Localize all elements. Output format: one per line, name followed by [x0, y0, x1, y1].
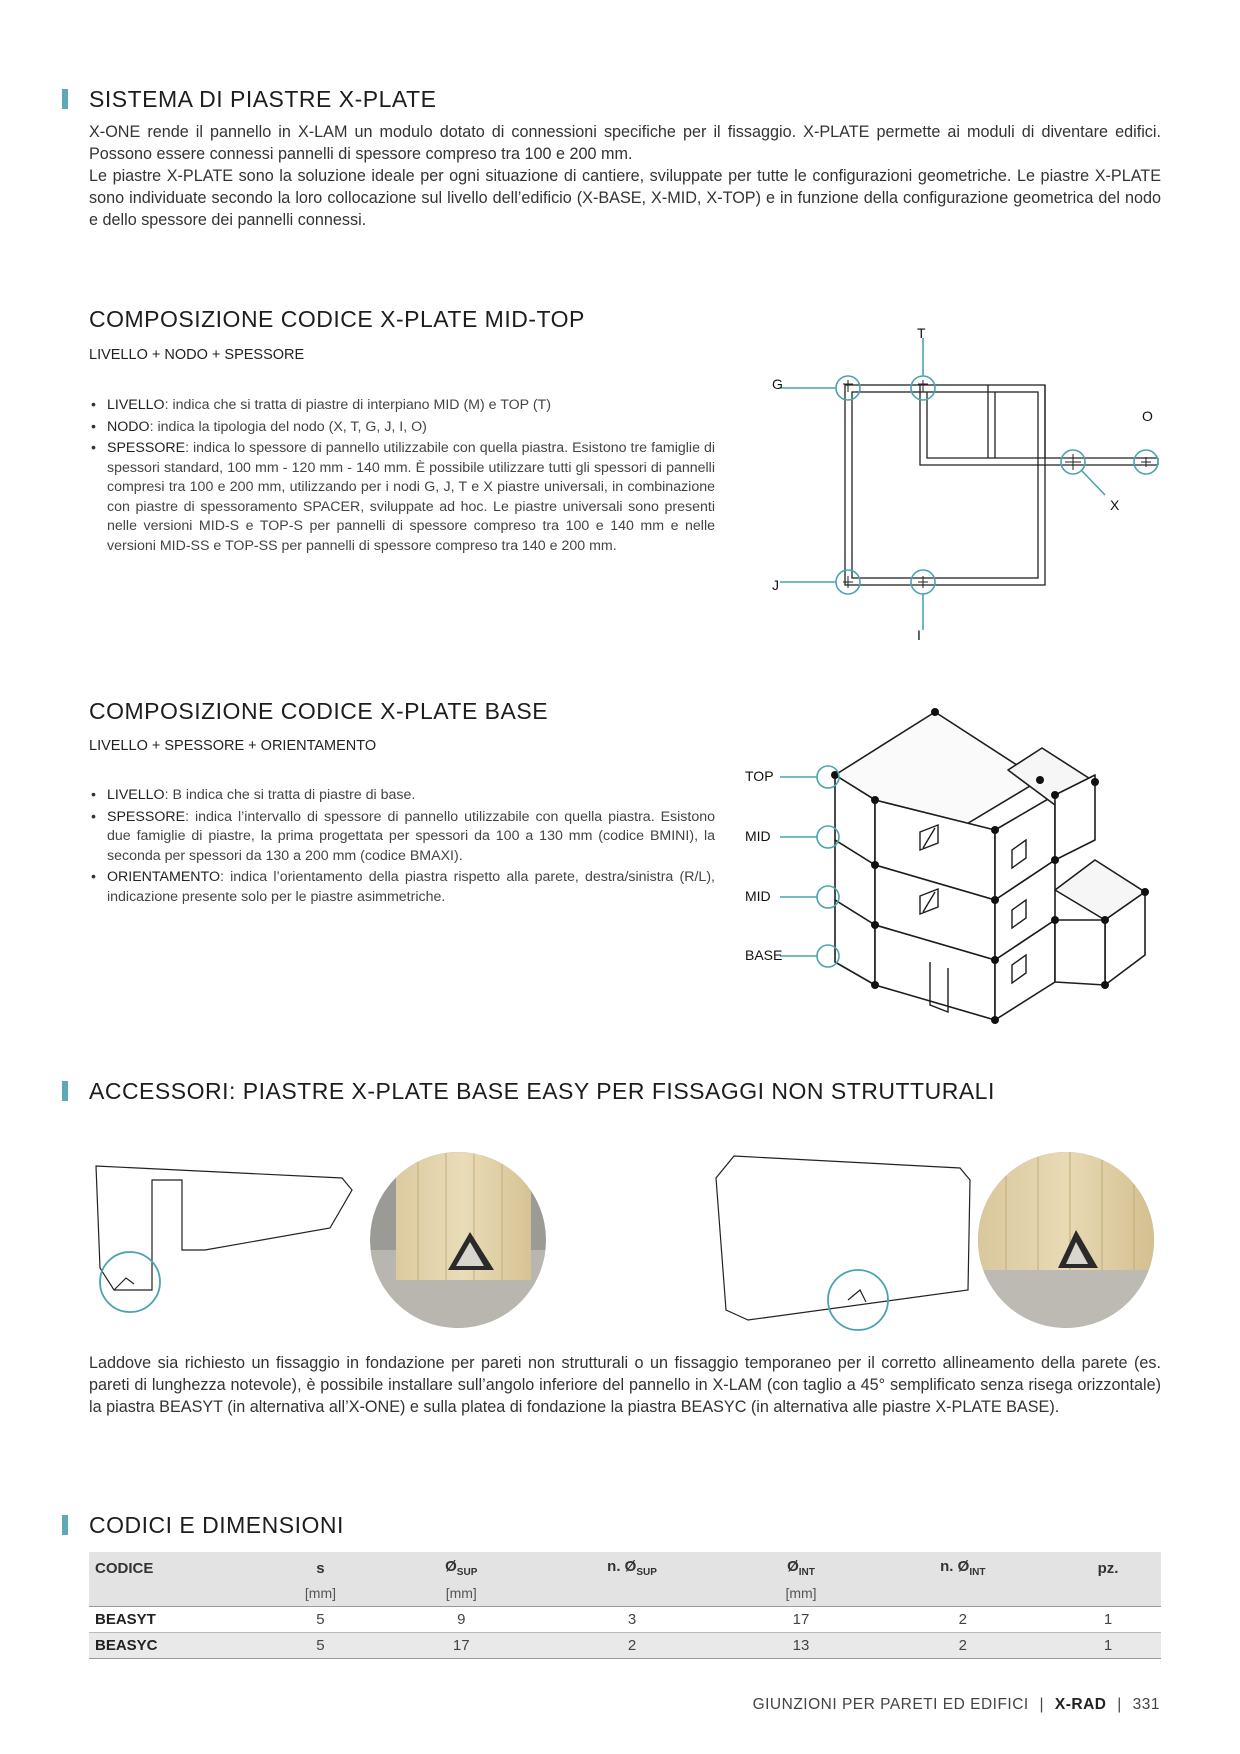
- bullet-key: NODO: [107, 418, 150, 435]
- level-label-base: BASE: [745, 947, 783, 963]
- cell-n-diam-sup: 2: [533, 1633, 732, 1659]
- section-title-mid-top: COMPOSIZIONE CODICE X-PLATE MID-TOP: [89, 306, 585, 332]
- intro-text-1: X-ONE rende il pannello in X-LAM un modulo dotato di connessioni specifiche per il fissaggio. X-PLATE permette ai moduli di diventare edifici. Possono essere connessi pannelli di spessore compreso tra 100 e 200 mm.: [89, 123, 1161, 163]
- table-row: [89, 1633, 1161, 1659]
- cell-diam-int: 13: [732, 1633, 871, 1659]
- cell-s: 5: [251, 1633, 390, 1659]
- node-plan-diagram: [760, 320, 1180, 650]
- cell-diam-int: 17: [732, 1607, 871, 1633]
- unit-diam-int: [mm]: [732, 1582, 871, 1607]
- node-label-g: G: [772, 376, 783, 392]
- building-isometric-diagram: [780, 700, 1180, 1030]
- section-title-accessori: ACCESSORI: PIASTRE X-PLATE BASE EASY PER FISSAGGI NON STRUTTURALI: [89, 1078, 995, 1104]
- cell-codice: BEASYT: [89, 1607, 251, 1633]
- section-marker: [62, 89, 68, 109]
- level-label-mid: MID: [745, 888, 771, 904]
- beasyt-photo: [368, 1150, 548, 1330]
- detail-circle-marker: [828, 1270, 888, 1330]
- col-header-diam-int: $Ø_{INT}$: [732, 1552, 871, 1582]
- bullet-key: ORIENTAMENTO: [107, 869, 220, 885]
- node-label-o: O: [1142, 408, 1153, 424]
- codes-table: [89, 1552, 1161, 1659]
- bullet-key: LIVELLO: [107, 787, 165, 803]
- intro-paragraph: [89, 121, 1161, 231]
- footer-separator: |: [1039, 1696, 1045, 1713]
- footer-section: GIUNZIONI PER PARETI ED EDIFICI: [752, 1696, 1029, 1713]
- table-header-row: [89, 1552, 1161, 1582]
- node-label-i: I: [917, 627, 921, 643]
- cell-codice: BEASYC: [89, 1633, 251, 1659]
- cell-n-diam-int: 2: [870, 1607, 1055, 1633]
- beasyc-panel-drawing: [708, 1150, 978, 1340]
- cell-s: 5: [251, 1607, 390, 1633]
- list-item: [89, 786, 715, 806]
- cell-n-diam-int: 2: [870, 1633, 1055, 1659]
- bullet-text: : indica che si tratta di piastre di interpiano MID (M) e TOP (T): [164, 397, 551, 413]
- section-title-codici: CODICI E DIMENSIONI: [89, 1512, 344, 1538]
- formula-mid-top: LIVELLO + NODO + SPESSORE: [89, 347, 305, 363]
- cell-pz: 1: [1055, 1607, 1161, 1633]
- list-item: [89, 396, 715, 416]
- col-header-s: s: [251, 1552, 390, 1582]
- beasyt-panel-drawing: [90, 1150, 360, 1330]
- col-header-n-diam-sup: n. $Ø_{SUP}$: [533, 1552, 732, 1582]
- cell-pz: 1: [1055, 1633, 1161, 1659]
- bullet-key: LIVELLO: [107, 397, 165, 413]
- col-header-n-diam-int: n. $Ø_{INT}$: [870, 1552, 1055, 1582]
- col-header-diam-sup: $Ø_{SUP}$: [390, 1552, 533, 1582]
- section-title-sistema: SISTEMA DI PIASTRE X-PLATE: [89, 86, 437, 112]
- page-number: 331: [1132, 1696, 1160, 1713]
- section-title-base: COMPOSIZIONE CODICE X-PLATE BASE: [89, 698, 549, 724]
- node-label-x: X: [1110, 497, 1120, 513]
- intro-text-2: Le piastre X-PLATE sono la soluzione ideale per ogni situazione di cantiere, sviluppate per tutte le configurazioni geometriche. Le piastre X-PLATE sono individuate secondo la loro collocazione sul livello dell’edificio (X-BASE, X-MID, X-TOP) e in funzione della configurazione geometrica del nodo e dello spessore dei pannelli connessi.: [89, 167, 1161, 229]
- unit-diam-sup: [mm]: [390, 1582, 533, 1607]
- unit-s: [mm]: [251, 1582, 390, 1607]
- formula-base: LIVELLO + SPESSORE + ORIENTAMENTO: [89, 738, 377, 754]
- table-row: [89, 1607, 1161, 1633]
- section-marker: [62, 1515, 68, 1535]
- bullet-list-mid-top: [89, 396, 715, 558]
- list-item: [89, 439, 715, 556]
- plan-outer-wall: [845, 385, 1045, 585]
- cell-n-diam-sup: 3: [533, 1607, 732, 1633]
- bullet-key: SPESSORE: [107, 440, 186, 456]
- bullet-text: : indica lo spessore di pannello utilizzabile con quella piastra. Esistono tre famiglie di spessori standard, 100 mm - 120 mm - 140 mm. È possibile utilizzare tutti gli spessori di pannelli compresi tra 100 e 200 mm, utilizzando per i nodi G, J, T e X piastre universali, in combinazione con piastre di spessoramento SPACER, sviluppate ad hoc. Le piastre universali sono presenti nelle versioni MID-S e TOP-S per pannelli di spessore compreso tra 100 e 140 mm e nelle versioni MID-SS e TOP-SS per pannelli di spessore compreso tra 140 e 200 mm.: [107, 440, 715, 554]
- level-label-mid: MID: [745, 828, 771, 844]
- bullet-text: : B indica che si tratta di piastre di base.: [164, 787, 416, 803]
- cell-diam-sup: 17: [390, 1633, 533, 1659]
- section-marker: [62, 1081, 68, 1101]
- list-item: [89, 868, 715, 907]
- table-units-row: [89, 1582, 1161, 1607]
- beasyc-photo: [976, 1150, 1156, 1330]
- list-item: [89, 418, 715, 438]
- bullet-list-base: [89, 786, 715, 909]
- col-header-codice: CODICE: [89, 1552, 251, 1582]
- node-label-j: J: [772, 577, 779, 593]
- bullet-key: SPESSORE: [107, 808, 186, 825]
- bullet-text: : indica l’orientamento della piastra rispetto alla parete, destra/sinistra (R/L), indicazione presente solo per le piastre asimmetriche.: [107, 869, 715, 905]
- footer-brand: X-RAD: [1054, 1696, 1107, 1713]
- node-label-t: T: [917, 325, 926, 341]
- page-footer: [753, 1696, 1160, 1714]
- level-label-top: TOP: [745, 768, 774, 784]
- footer-separator: |: [1117, 1696, 1122, 1713]
- bullet-text: : indica l’intervallo di spessore di pannello utilizzabile con quella piastra. Esistono due famiglie di piastre, la prima progettata per spessori da 100 a 130 mm (codice BMINI), la seconda per spessori da 130 a 200 mm (codice BMAXI).: [107, 808, 715, 864]
- bullet-text: : indica la tipologia del nodo (X, T, G, J, I, O): [149, 418, 427, 435]
- accessori-paragraph: Laddove sia richiesto un fissaggio in fondazione per pareti non strutturali o un fissaggio temporaneo per il corretto allineamento della parete (es. pareti di lunghezza notevole), è possibile installare sull’angolo inferiore del pannello in X-LAM (con taglio a 45° semplificato senza risega orizzontale) la piastra BEASYT (in alternativa all’X-ONE) e sulla platea di fondazione la piastra BEASYC (in alternativa alle piastre X-PLATE BASE).: [89, 1354, 1161, 1416]
- col-header-pz: pz.: [1055, 1552, 1161, 1582]
- cell-diam-sup: 9: [390, 1607, 533, 1633]
- list-item: [89, 808, 715, 867]
